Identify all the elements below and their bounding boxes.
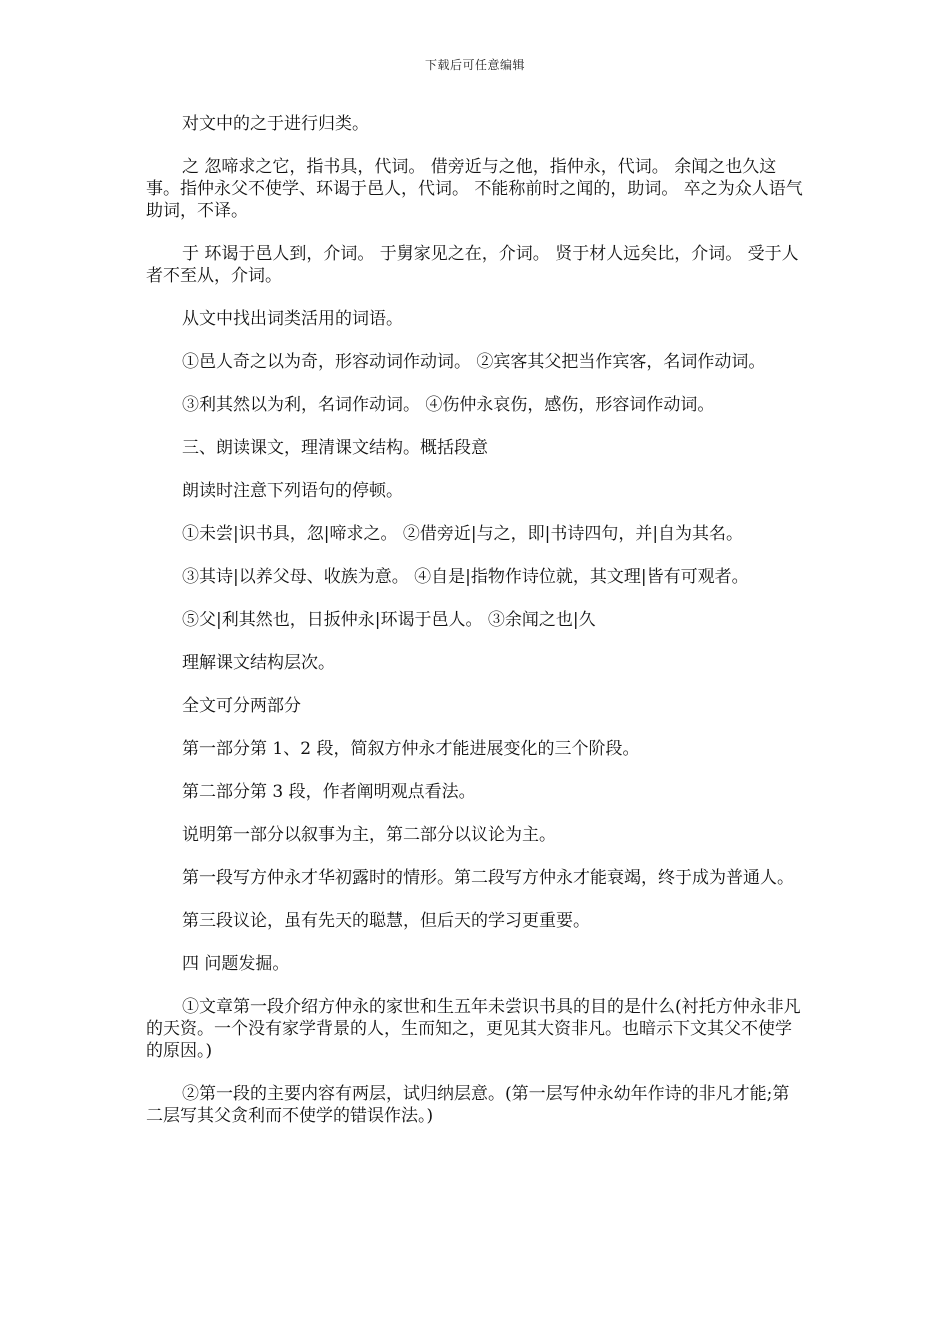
paragraph: 理解课文结构层次。 [182,653,335,673]
paragraph: 第二部分第 3 段，作者阐明观点看法。 [182,782,476,802]
paragraph: ①邑人奇之以为奇，形容动词作动词。 ②宾客其父把当作宾客，名词作动词。 [182,352,766,372]
paragraph: 对文中的之于进行归类。 [182,114,369,134]
paragraph: ③利其然以为利，名词作动词。 ④伤仲永哀伤，感伤，形容词作动词。 [182,395,715,415]
paragraph: ①文章第一段介绍方仲永的家世和生五年未尝识书具的目的是什么(衬托方仲永非凡的天资。一个没有家学背景的人，生而知之，更见其大资非凡。也暗示下文其父不使学的原因。) [146,997,801,1061]
paragraph: 第三段议论，虽有先天的聪慧，但后天的学习更重要。 [182,911,590,931]
paragraph: 之 忽啼求之它，指书具，代词。 借旁近与之他，指仲永，代词。 余闻之也久这事。指仲永父不使学、环谒于邑人，代词。 不能称前时之闻的，助词。 卒之为众人语气助词，不译。 [146,157,803,221]
section-heading: 三、朗读课文，理清课文结构。概括段意 [182,438,488,458]
paragraph: ③其诗|以养父母、收族为意。 ④自是|指物作诗位就，其文理|皆有可观者。 [182,567,749,587]
paragraph: 第一段写方仲永才华初露时的情形。第二段写方仲永才能衰竭，终于成为普通人。 [182,868,794,888]
paragraph: 从文中找出词类活用的词语。 [182,309,403,329]
section-heading: 四 问题发掘。 [182,954,290,974]
paragraph: ①未尝|识书具，忽|啼求之。 ②借旁近|与之，即|书诗四句，并|自为其名。 [182,524,744,544]
paragraph: 说明第一部分以叙事为主，第二部分以议论为主。 [182,825,556,845]
paragraph: 于 环谒于邑人到，介词。 于舅家见之在，介词。 贤于材人远矣比，介词。 受于人者不至从，介词。 [146,244,799,286]
paragraph: ⑤父|利其然也，日扳仲永|环谒于邑人。 ③余闻之也|久 [182,610,596,630]
paragraph: 第一部分第 1、2 段，简叙方仲永才能进展变化的三个阶段。 [182,739,640,759]
document-body [146,113,806,1148]
paragraph: ②第一段的主要内容有两层，试归纳层意。(第一层写仲永幼年作诗的非凡才能;第二层写其父贪利而不使学的错误作法。) [146,1084,790,1126]
paragraph: 全文可分两部分 [182,696,301,716]
page-header: 下载后可任意编辑 [424,58,525,72]
paragraph: 朗读时注意下列语句的停顿。 [182,481,403,501]
